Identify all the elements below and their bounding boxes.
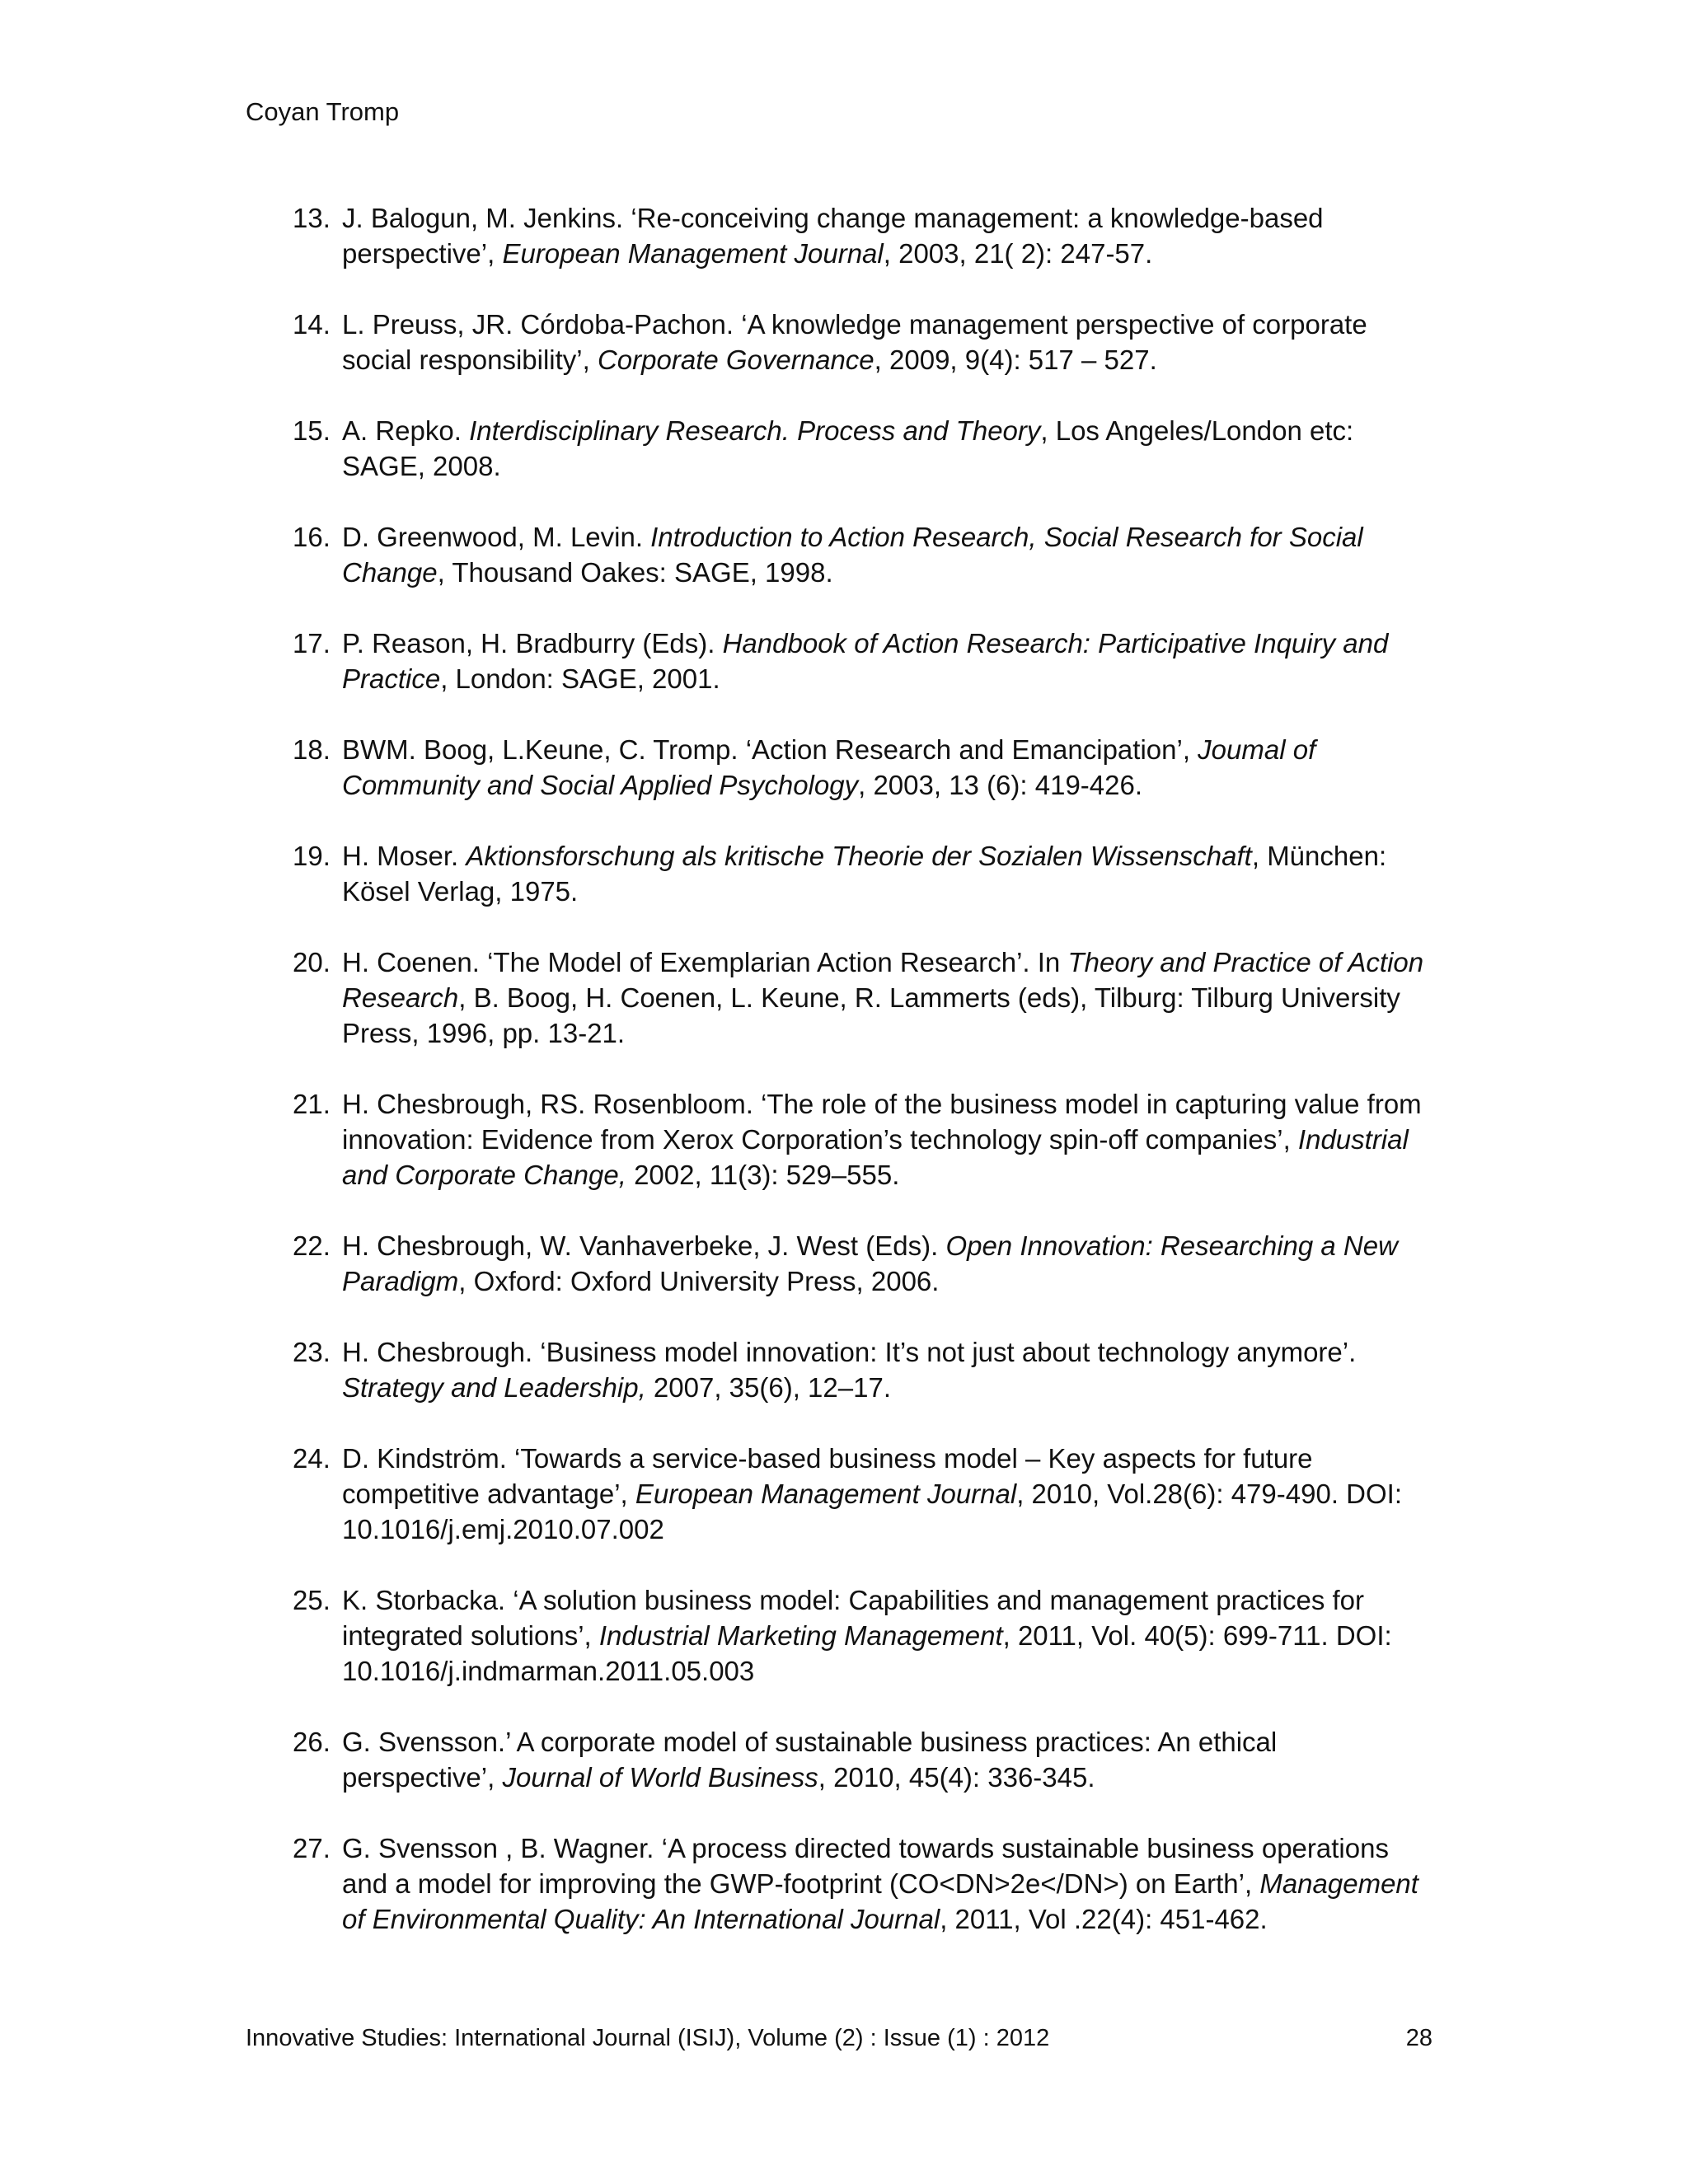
reference-text xyxy=(342,307,1430,377)
reference-title-italic: European Management Journal xyxy=(635,1479,1017,1509)
reference-text-part: J. Balogun, M. Jenkins. ‘Re-conceiving change management: a knowledge-based perspective’, xyxy=(342,203,1324,269)
reference-text xyxy=(342,732,1430,803)
reference-number: 13. xyxy=(293,203,331,233)
reference-item xyxy=(293,1228,1430,1299)
reference-text-part: , Thousand Oakes: SAGE, 1998. xyxy=(437,557,833,588)
reference-number: 26. xyxy=(293,1727,331,1757)
reference-title-italic: Aktionsforschung als kritische Theorie der Sozialen Wissenschaft xyxy=(466,841,1252,871)
reference-number: 25. xyxy=(293,1585,331,1615)
reference-text xyxy=(342,838,1430,909)
reference-number: 27. xyxy=(293,1833,331,1863)
reference-item xyxy=(293,413,1430,484)
reference-title-italic: Theory and Practice of Action Research xyxy=(342,947,1424,1013)
reference-item xyxy=(293,200,1430,271)
reference-text-part: D. Kindström. ‘Towards a service-based business model – Key aspects for future competitive advantage’, xyxy=(342,1443,1313,1509)
reference-text xyxy=(342,1582,1430,1689)
reference-text-part: , Oxford: Oxford University Press, 2006. xyxy=(458,1266,940,1296)
reference-number: 14. xyxy=(293,309,331,340)
reference-text-part: G. Svensson , B. Wagner. ‘A process directed towards sustainable business operations and a model for improving the GWP-footprint (CO<DN>2e</DN>) on Earth’, xyxy=(342,1833,1389,1899)
reference-text xyxy=(342,1228,1430,1299)
reference-text-part: , 2003, 21( 2): 247-57. xyxy=(883,238,1153,269)
reference-item xyxy=(293,1582,1430,1689)
reference-text-part: , 2003, 13 (6): 419-426. xyxy=(858,770,1143,800)
reference-text xyxy=(342,1724,1430,1795)
reference-item xyxy=(293,1830,1430,1937)
reference-item xyxy=(293,307,1430,377)
reference-text-part: 2007, 35(6), 12–17. xyxy=(645,1372,891,1403)
reference-number: 22. xyxy=(293,1230,331,1261)
reference-text xyxy=(342,200,1430,271)
footer-journal: Innovative Studies: International Journal (ISIJ), Volume (2) : Issue (1) : 2012 xyxy=(246,2025,1050,2051)
reference-item xyxy=(293,626,1430,696)
reference-text xyxy=(342,944,1430,1051)
reference-item xyxy=(293,838,1430,909)
reference-item xyxy=(293,1086,1430,1193)
reference-item xyxy=(293,732,1430,803)
reference-text-part: , 2011, Vol .22(4): 451-462. xyxy=(940,1904,1268,1934)
reference-text-part: G. Svensson.’ A corporate model of sustainable business practices: An ethical perspective’, xyxy=(342,1727,1278,1793)
reference-number: 24. xyxy=(293,1443,331,1474)
reference-list xyxy=(293,200,1430,1972)
reference-text-part: , B. Boog, H. Coenen, L. Keune, R. Lammerts (eds), Tilburg: Tilburg University Press, 1996, pp. 13-21. xyxy=(342,982,1400,1048)
reference-text-part: L. Preuss, JR. Córdoba-Pachon. ‘A knowledge management perspective of corporate social responsibility’, xyxy=(342,309,1367,375)
reference-text xyxy=(342,626,1430,696)
reference-item xyxy=(293,1334,1430,1405)
page-number: 28 xyxy=(1405,2025,1432,2051)
reference-number: 23. xyxy=(293,1337,331,1367)
reference-text-part: D. Greenwood, M. Levin. xyxy=(342,522,651,552)
reference-text-part: , London: SAGE, 2001. xyxy=(440,663,720,694)
reference-text-part: K. Storbacka. ‘A solution business model: Capabilities and management practices for integrated solutions’, xyxy=(342,1585,1364,1651)
reference-number: 20. xyxy=(293,947,331,977)
reference-title-italic: Industrial and Corporate Change, xyxy=(342,1124,1409,1190)
reference-title-italic: Handbook of Action Research: Participative Inquiry and Practice xyxy=(342,628,1389,694)
reference-text-part: , 2010, 45(4): 336-345. xyxy=(818,1762,1095,1793)
reference-text-part: H. Chesbrough, W. Vanhaverbeke, J. West (Eds). xyxy=(342,1230,946,1261)
reference-text-part: 2002, 11(3): 529–555. xyxy=(626,1160,900,1190)
reference-number: 15. xyxy=(293,415,331,446)
reference-title-italic: Interdisciplinary Research. Process and Theory xyxy=(469,415,1041,446)
reference-title-italic: Corporate Governance xyxy=(597,344,874,375)
reference-text-part: , 2011, Vol. 40(5): 699-711. DOI: 10.1016/j.indmarman.2011.05.003 xyxy=(342,1620,1392,1686)
reference-text-part: , 2009, 9(4): 517 – 527. xyxy=(874,344,1157,375)
reference-text-part: P. Reason, H. Bradburry (Eds). xyxy=(342,628,723,658)
reference-text-part: BWM. Boog, L.Keune, C. Tromp. ‘Action Research and Emancipation’, xyxy=(342,734,1198,765)
reference-title-italic: Industrial Marketing Management xyxy=(598,1620,1003,1651)
reference-item xyxy=(293,1441,1430,1547)
reference-title-italic: Management of Environmental Quality: An International Journal xyxy=(342,1868,1418,1934)
reference-text-part: H. Chesbrough, RS. Rosenbloom. ‘The role of the business model in capturing value from innovation: Evidence from Xerox Corporation’s technology spin-off companies’, xyxy=(342,1089,1422,1155)
reference-title-italic: Strategy and Leadership, xyxy=(342,1372,646,1403)
reference-number: 16. xyxy=(293,522,331,552)
reference-text-part: H. Moser. xyxy=(342,841,467,871)
reference-title-italic: Joumal of Community and Social Applied Psychology xyxy=(342,734,1316,800)
reference-number: 18. xyxy=(293,734,331,765)
reference-item xyxy=(293,1724,1430,1795)
running-head: Coyan Tromp xyxy=(246,97,400,126)
reference-text-part: A. Repko. xyxy=(342,415,470,446)
reference-title-italic: European Management Journal xyxy=(502,238,884,269)
page-footer xyxy=(246,2022,1432,2054)
reference-number: 21. xyxy=(293,1089,331,1119)
reference-text-part: , München: Kösel Verlag, 1975. xyxy=(342,841,1387,907)
reference-text-part: H. Chesbrough. ‘Business model innovation: It’s not just about technology anymore’. xyxy=(342,1337,1357,1367)
reference-text xyxy=(342,519,1430,590)
reference-number: 17. xyxy=(293,628,331,658)
reference-text xyxy=(342,1334,1430,1405)
reference-text xyxy=(342,413,1430,484)
reference-text xyxy=(342,1086,1430,1193)
reference-item xyxy=(293,519,1430,590)
reference-text xyxy=(342,1830,1430,1937)
reference-number: 19. xyxy=(293,841,331,871)
reference-text-part: , 2010, Vol.28(6): 479-490. DOI: 10.1016/j.emj.2010.07.002 xyxy=(342,1479,1402,1544)
reference-text-part: H. Coenen. ‘The Model of Exemplarian Action Research’. In xyxy=(342,947,1068,977)
reference-item xyxy=(293,944,1430,1051)
reference-text xyxy=(342,1441,1430,1547)
reference-text-part: , Los Angeles/London etc: SAGE, 2008. xyxy=(342,415,1354,481)
reference-title-italic: Journal of World Business xyxy=(502,1762,818,1793)
reference-title-italic: Open Innovation: Researching a New Paradigm xyxy=(342,1230,1398,1296)
reference-title-italic: Introduction to Action Research, Social Research for Social Change xyxy=(342,522,1363,588)
